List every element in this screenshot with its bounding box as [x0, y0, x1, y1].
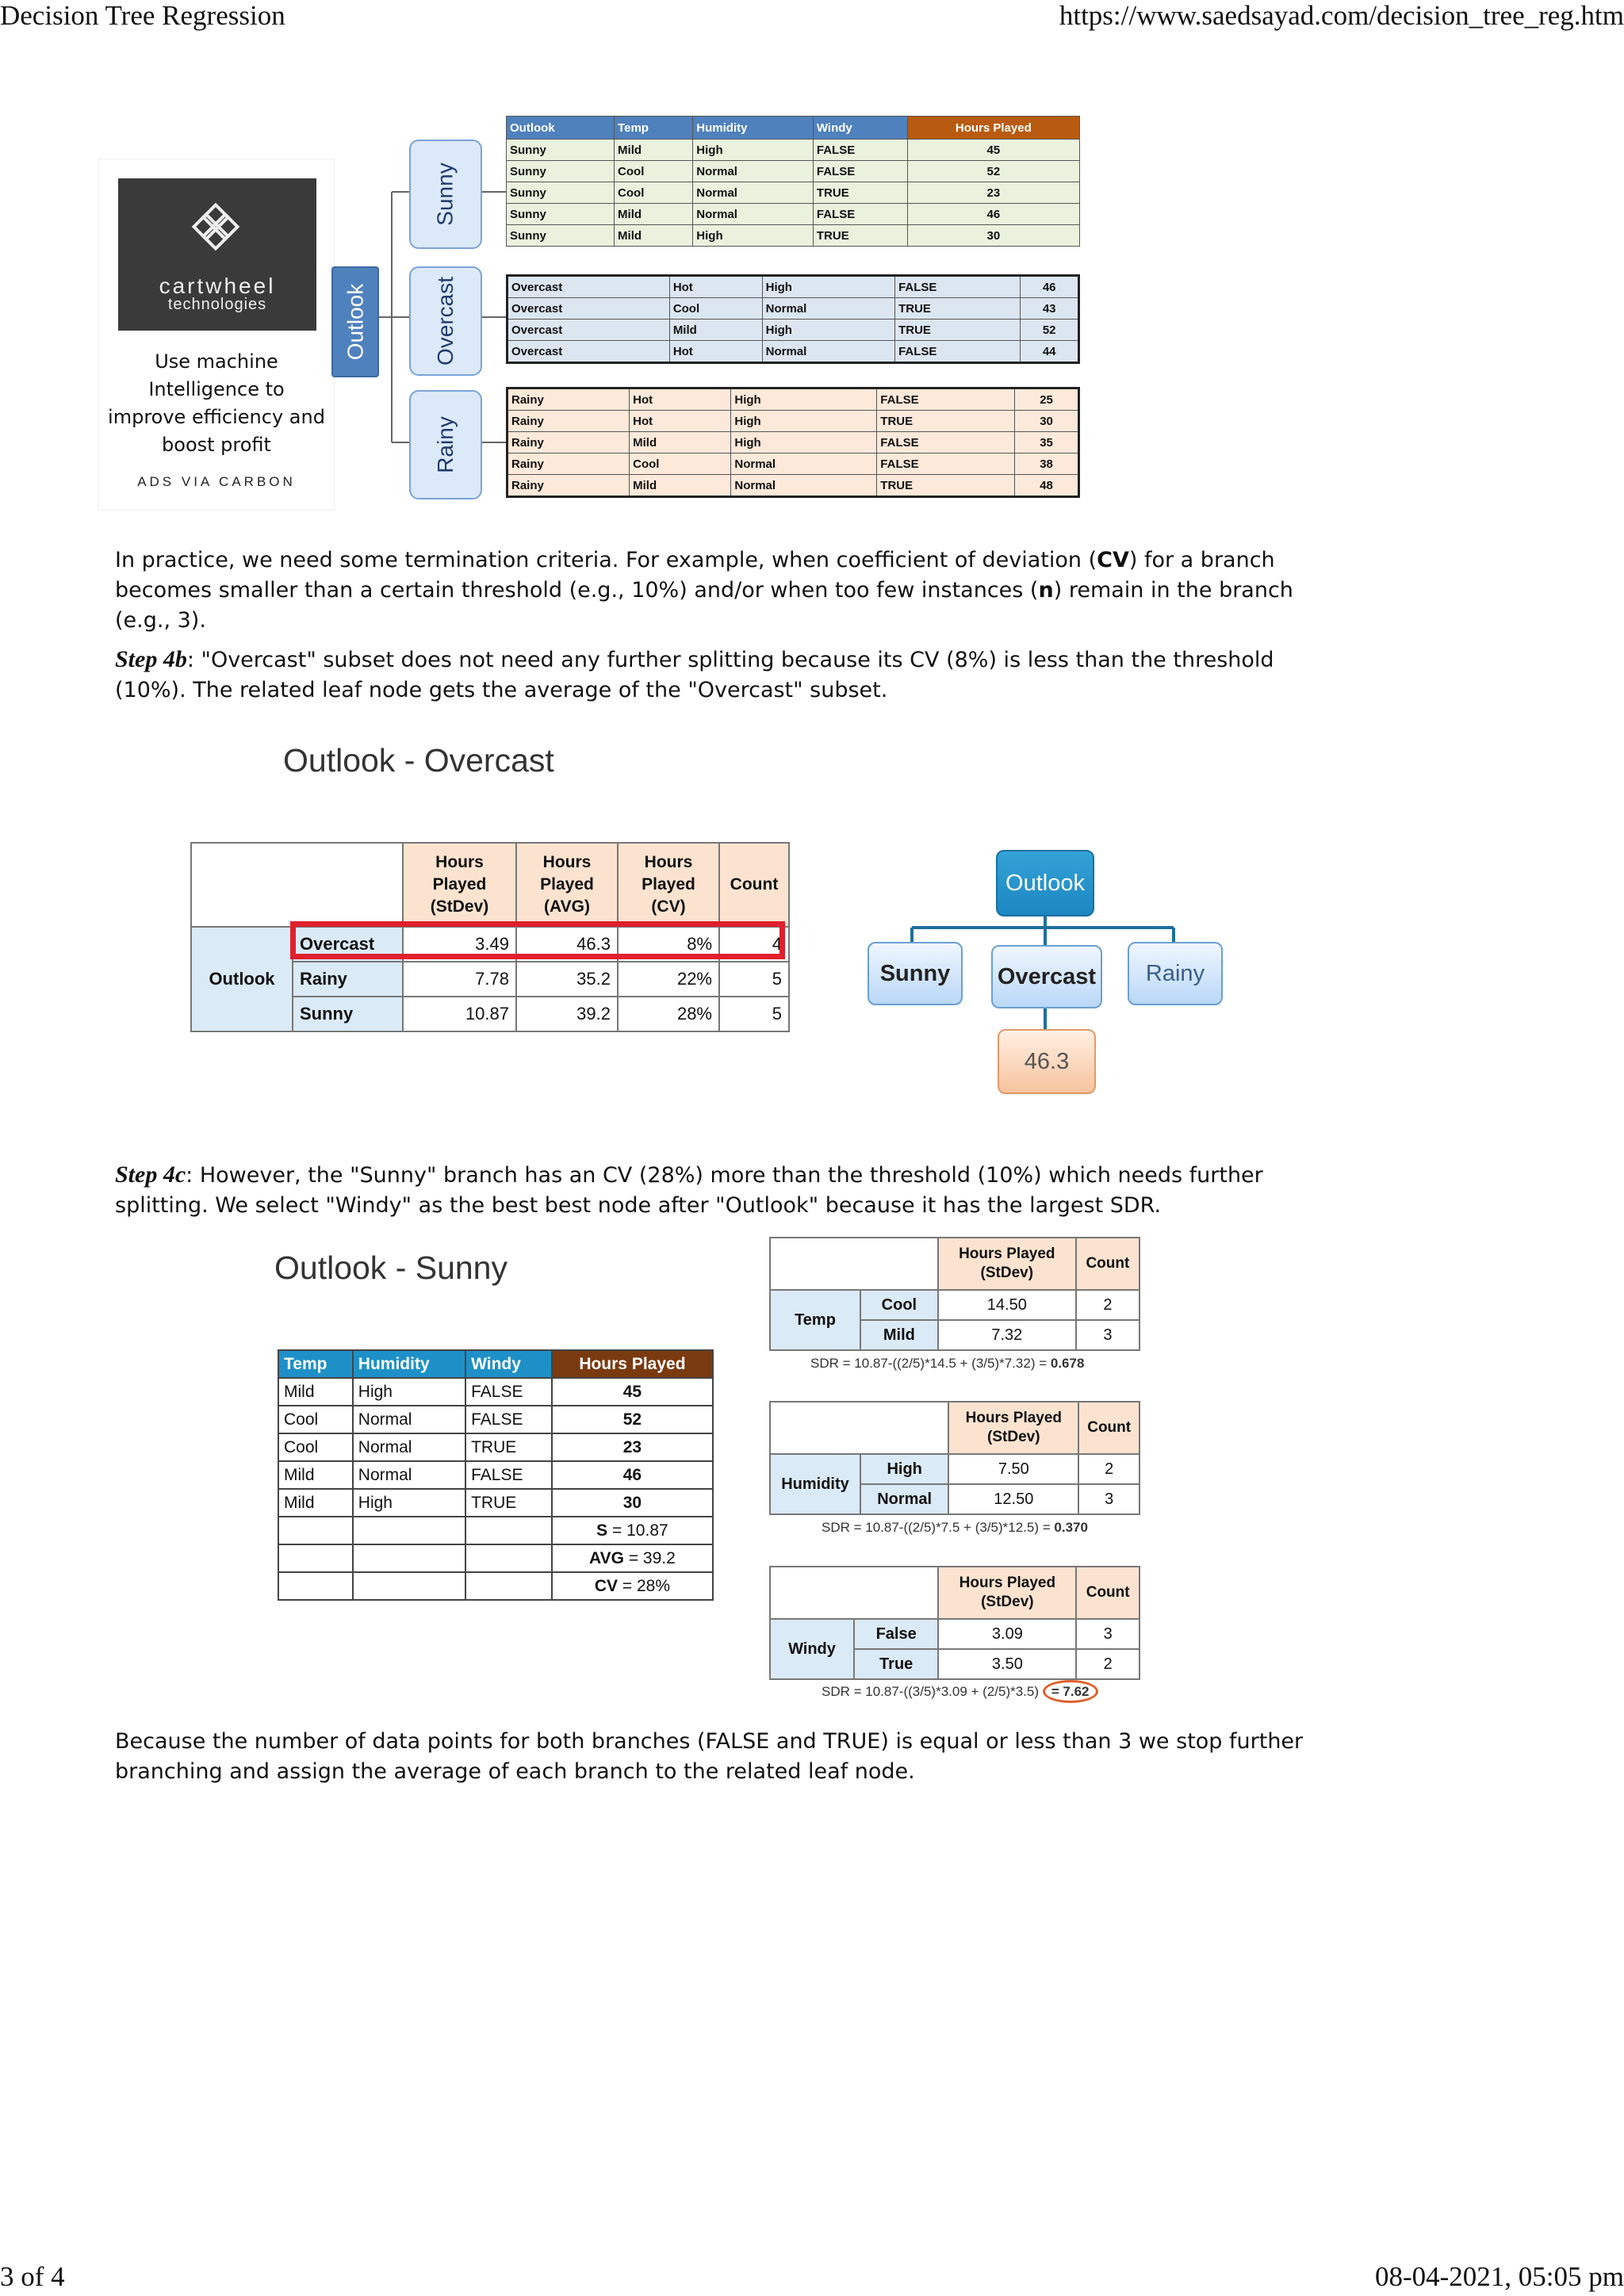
row-label: Sunny: [293, 997, 403, 1031]
table-cell: 23: [907, 182, 1079, 204]
table-cell: 48: [1015, 475, 1079, 497]
table-row: [278, 1433, 713, 1461]
table-cell: High: [693, 225, 814, 247]
print-datetime: 08-04-2021, 05:05 pm: [1374, 2261, 1624, 2292]
col-windy: Windy: [813, 117, 907, 140]
table-cell: Mild: [615, 204, 693, 225]
table-cell: Cool: [630, 453, 731, 475]
cell-avg: 39.2: [516, 997, 618, 1031]
table-cell: FALSE: [465, 1378, 552, 1406]
table-cell: TRUE: [895, 298, 1021, 320]
table-cell: Normal: [693, 204, 814, 225]
table-cell: 38: [1015, 453, 1079, 475]
step-4b-label: Step 4b: [115, 646, 187, 672]
sdr-windy-formula: SDR = 10.87-((3/5)*3.09 + (2/5)*3.5) = 7.62: [822, 1684, 1098, 1700]
table-cell: Rainy: [508, 388, 630, 411]
sdr-windy-table: Hours Played (StDev) Count Windy False 3.09 3 True 3.50 2: [769, 1566, 1140, 1680]
table-cell: 25: [1015, 388, 1079, 411]
table-cell: Sunny: [507, 204, 615, 225]
table-cell: 23: [552, 1433, 713, 1461]
sdr-windy-result: = 7.62: [1043, 1680, 1098, 1703]
table-cell: Overcast: [508, 298, 670, 320]
table-cell: Hot: [669, 276, 762, 298]
table-cell: High: [762, 276, 894, 298]
table-cell: Cool: [278, 1406, 353, 1433]
table-cell: High: [731, 388, 877, 411]
overcast-tree-leaf: 46.3: [998, 1029, 1096, 1094]
col-temp: Temp: [615, 117, 693, 140]
table-cell: Rainy: [508, 411, 630, 432]
table-cell: Mild: [278, 1378, 353, 1406]
col-humidity: Humidity: [353, 1350, 465, 1378]
table-cell: 30: [1015, 411, 1079, 432]
cell-cv: 8%: [618, 927, 719, 962]
cell-stdev: 10.87: [403, 997, 516, 1031]
table-cell: TRUE: [465, 1433, 552, 1461]
col-hours-played: Hours Played: [552, 1350, 713, 1378]
ad-brand-sub: technologies: [167, 296, 267, 313]
table-cell: High: [731, 432, 877, 453]
table-cell: Sunny: [507, 225, 615, 247]
step-4c-label: Step 4c: [115, 1161, 186, 1188]
table-cell: Normal: [353, 1406, 465, 1433]
table-cell: Rainy: [508, 432, 630, 453]
table-cell: TRUE: [895, 320, 1021, 341]
table-cell: High: [762, 320, 894, 341]
table-cell: TRUE: [877, 475, 1015, 497]
table-cell: Mild: [669, 320, 762, 341]
table-cell: High: [731, 411, 877, 432]
table-cell: 30: [552, 1489, 713, 1517]
table-row: [278, 1489, 713, 1517]
page-number: 3 of 4: [0, 2261, 65, 2292]
cell-cv: 28%: [618, 997, 719, 1031]
table-cell: Mild: [630, 432, 731, 453]
table-cell: Sunny: [507, 161, 615, 182]
sunny-figure-title: Outlook - Sunny: [274, 1249, 508, 1286]
tree-root-outlook: Outlook: [331, 266, 379, 377]
table-cell: FALSE: [465, 1406, 552, 1433]
sdr-humidity-table: Hours Played (StDev) Count Humidity High 7.50 2 Normal 12.50 3: [769, 1401, 1140, 1515]
col-temp: Temp: [278, 1350, 353, 1378]
table-cell: FALSE: [813, 204, 907, 225]
table-cell: FALSE: [877, 453, 1015, 475]
table-cell: 46: [1021, 276, 1079, 298]
cell-stdev: 7.78: [403, 962, 516, 997]
overcast-tree-overcast: Overcast: [991, 945, 1102, 1008]
table-cell: FALSE: [895, 341, 1021, 363]
cell-stdev: 3.49: [403, 927, 516, 962]
table-cell: Cool: [278, 1433, 353, 1461]
table-cell: 44: [1021, 341, 1079, 363]
cell-avg: 46.3: [516, 927, 618, 962]
step-4c-paragraph: Step 4c: However, the "Sunny" branch has an CV (28%) more than the threshold (10%) which needs further splitting. We select "Windy" as the best best node after "Outlook" because it has the largest SDR.: [115, 1161, 1263, 1218]
table-cell: Cool: [615, 182, 693, 204]
table-cell: 46: [907, 204, 1079, 225]
tree-branch-sunny: Sunny: [409, 140, 482, 249]
table-cell: Overcast: [508, 341, 670, 363]
header-cv: Hours Played (CV): [618, 843, 719, 927]
table-cell: FALSE: [877, 432, 1015, 453]
table-cell: 43: [1021, 298, 1079, 320]
table-cell: FALSE: [465, 1461, 552, 1489]
stop-branching-paragraph: Because the number of data points for both branches (FALSE and TRUE) is equal or less than 3 we stop further branching and assign the average of each branch to the related leaf node.: [115, 1729, 1304, 1784]
table-cell: 45: [907, 140, 1079, 161]
table-row: [278, 1378, 713, 1406]
table-cell: Mild: [615, 140, 693, 161]
overcast-figure-title: Outlook - Overcast: [283, 742, 554, 779]
table-cell: Normal: [353, 1461, 465, 1489]
row-label: Rainy: [293, 962, 403, 997]
table-cell: TRUE: [813, 182, 907, 204]
tree-branch-overcast: Overcast: [409, 266, 482, 376]
ad-text[interactable]: Use machine Intelligence to improve efficiency and boost profit: [108, 350, 325, 456]
overcast-tree-connectors: [0, 0, 1624, 1110]
tree-branch-rainy: Rainy: [409, 390, 482, 499]
col-outlook: Outlook: [507, 117, 615, 140]
table-cell: Overcast: [508, 320, 670, 341]
header-stdev: Hours Played (StDev): [403, 843, 516, 927]
table-cell: Overcast: [508, 276, 670, 298]
table-cell: FALSE: [813, 140, 907, 161]
table-cell: Rainy: [508, 475, 630, 497]
cell-avg: 35.2: [516, 962, 618, 997]
cell-count: 4: [719, 927, 789, 962]
col-humidity: Humidity: [693, 117, 814, 140]
sdr-humidity-formula: SDR = 10.87-((2/5)*7.5 + (3/5)*12.5) = 0.370: [822, 1520, 1088, 1535]
table-cell: Normal: [762, 341, 894, 363]
table-cell: Hot: [630, 388, 731, 411]
cell-cv: 22%: [618, 962, 719, 997]
table-cell: FALSE: [877, 388, 1015, 411]
table-cell: 52: [907, 161, 1079, 182]
header-avg: Hours Played (AVG): [516, 843, 618, 927]
col-windy: Windy: [465, 1350, 552, 1378]
table-cell: FALSE: [895, 276, 1021, 298]
header-count: Count: [719, 843, 789, 927]
cell-count: 5: [719, 962, 789, 997]
sdr-temp-formula: SDR = 10.87-((2/5)*14.5 + (3/5)*7.32) = 0.678: [810, 1356, 1085, 1371]
step-4b-paragraph: Step 4b: "Overcast" subset does not need any further splitting because its CV (8%) is less than the threshold (10%). The related leaf node gets the average of the "Overcast" subset.: [115, 646, 1274, 702]
table-cell: Cool: [615, 161, 693, 182]
cell-count: 5: [719, 997, 789, 1031]
table-cell: High: [353, 1489, 465, 1517]
table-cell: Mild: [278, 1461, 353, 1489]
table-cell: Normal: [762, 298, 894, 320]
table-cell: Normal: [353, 1433, 465, 1461]
table-cell: Sunny: [507, 182, 615, 204]
table-cell: Hot: [630, 411, 731, 432]
table-cell: Mild: [278, 1489, 353, 1517]
table-cell: High: [693, 140, 814, 161]
table-cell: Rainy: [508, 453, 630, 475]
table-cell: 45: [552, 1378, 713, 1406]
table-cell: TRUE: [465, 1489, 552, 1517]
overcast-tree-root: Outlook: [996, 850, 1094, 916]
table-cell: 52: [552, 1406, 713, 1433]
table-cell: Hot: [669, 341, 762, 363]
table-cell: Normal: [693, 161, 814, 182]
sdr-temp-table: Hours Played (StDev) Count Temp Cool 14.50 2 Mild 7.32 3: [769, 1237, 1140, 1351]
page-header-title: Decision Tree Regression: [0, 0, 285, 31]
overcast-tree-sunny: Sunny: [868, 942, 963, 1005]
table-cell: TRUE: [877, 411, 1015, 432]
page-header-url[interactable]: https://www.saedsayad.com/decision_tree_reg.htm: [1059, 0, 1624, 31]
sunny-subset-table: Temp Humidity Windy Hours Played Mild High FALSE 45 Cool Normal FALSE 52 Cool Normal TRUE 23 Mild Normal FALSE 46 Mild High TRUE 30 S = 10.87 AVG = 39.2 CV = 28%: [278, 1349, 714, 1601]
table-row: [278, 1406, 713, 1433]
table-cell: FALSE: [813, 161, 907, 182]
table-cell: Sunny: [507, 140, 615, 161]
table-cell: High: [353, 1378, 465, 1406]
table-cell: 35: [1015, 432, 1079, 453]
table-cell: 52: [1021, 320, 1079, 341]
table-cell: Normal: [731, 475, 877, 497]
overcast-tree-rainy: Rainy: [1128, 942, 1223, 1005]
table-cell: Normal: [731, 453, 877, 475]
termination-paragraph: In practice, we need some termination criteria. For example, when coefficient of deviation (CV) for a branch becomes smaller than a certain threshold (e.g., 10%) and/or when too few instances (n) remain in the branch (e.g., 3).: [115, 548, 1293, 633]
table-cell: Mild: [615, 225, 693, 247]
ad-via-carbon[interactable]: ADS VIA CARBON: [137, 474, 296, 489]
table-cell: 46: [552, 1461, 713, 1489]
ad-brand: cartwheel: [159, 274, 276, 298]
row-label: Overcast: [293, 927, 403, 962]
table-cell: 30: [907, 225, 1079, 247]
table-cell: Mild: [630, 475, 731, 497]
table-cell: Normal: [693, 182, 814, 204]
col-hours-played: Hours Played: [907, 117, 1079, 140]
table-cell: Cool: [669, 298, 762, 320]
table-cell: TRUE: [813, 225, 907, 247]
table-row: [278, 1461, 713, 1489]
row-group-outlook: Outlook: [191, 927, 293, 1031]
